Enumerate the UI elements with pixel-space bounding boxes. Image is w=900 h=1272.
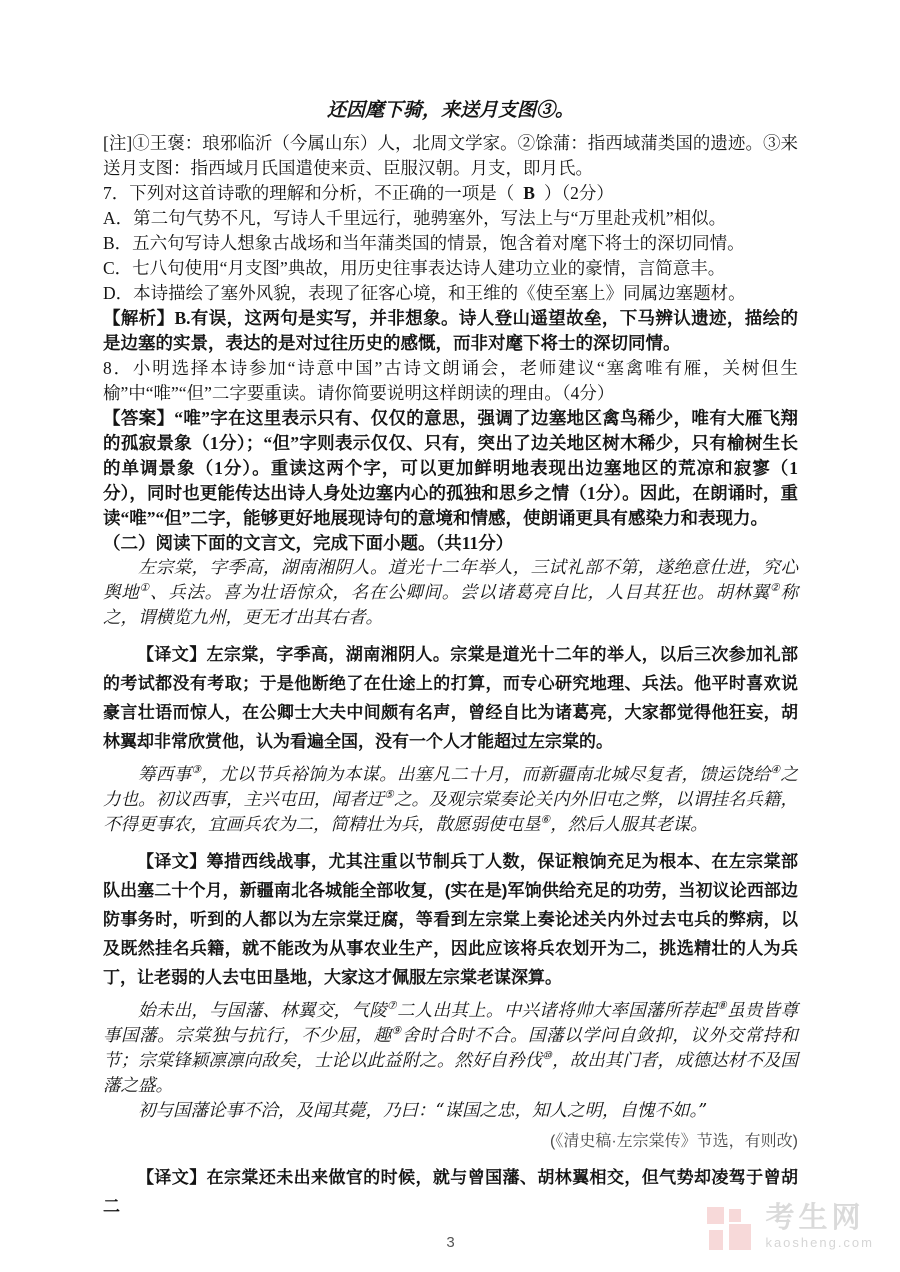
q7-option-a: A．第二句气势不凡，写诗人千里远行，驰骋塞外，写法上与“万里赴戎机”相似。 xyxy=(103,208,727,228)
translation-paragraph-1: 【译文】左宗棠，字季高，湖南湘阴人。宗棠是道光十二年的举人，以后三次参加礼部的考试都没有考取；于是他断绝了在仕途上的打算，而专心研究地理、兵法。他平时喜欢说豪言壮语而惊人，在公卿士大夫中间颇有名声，曾经自比为诸葛亮，大家都觉得他狂妄，胡林翼却非常欣赏他，认为看遍全国，没有一个人才能超过左宗棠的。 xyxy=(103,645,798,751)
q8-answer: 【答案】“唯”字在这里表示只有、仅仅的意思，强调了边塞地区禽鸟稀少，唯有大雁飞翔的孤寂景象（1分）；“但”字则表示仅仅、只有，突出了边关地区树木稀少，只有榆树生长的单调景象（1分）。重读这两个字，可以更加鲜明地表现出边塞地区的荒凉和寂寥（1分），同时也更能传达出诗人身处边塞内心的孤独和思乡之情（1分）。因此，在朗诵时，重读“唯”“但”二字，能够更好地展现诗句的意境和情感，使朗诵更具有感染力和表现力。 xyxy=(103,408,798,528)
kaosheng-watermark xyxy=(706,1202,874,1252)
classical-paragraph-4: 初与国藩论事不洽，及闻其薨，乃曰：“谋国之忠，知人之明，自愧不如。” xyxy=(138,1101,708,1121)
q7-option-b: B．五六句写诗人想象古战场和当年蒲类国的情景，饱含着对麾下将士的深切同情。 xyxy=(103,233,745,253)
q7-answer-letter: B xyxy=(523,183,535,203)
classical-paragraph-3: 始未出，与国藩、林翼交，气陵⑦二人出其上。中兴诸将帅大率国藩所荐起⑧虽贵皆尊事国藩。宗棠独与抗行，不少屈，趣⑨舍时合时不合。国藩以学问自敛抑，议外交常持和节；宗棠锋颖凛凛向敌矣，士论以此益附之。然好自矜伐⑩，故出其门者，成德达材不及国藩之盛。 xyxy=(103,999,799,1096)
q7-stem-prefix: 7．下列对这首诗歌的理解和分析，不正确的一项是（ xyxy=(103,183,515,203)
section-2-header: （二）阅读下面的文言文，完成下面小题。（共11分） xyxy=(103,533,514,553)
q7-analysis: 【解析】B.有误，这两句是实写，并非想象。诗人登山遥望故垒，下马辨认遗迹，描绘的是边塞的实景，表达的是对过往历史的感慨，而非对麾下将士的深切同情。 xyxy=(103,308,798,353)
watermark-site-name: 考生网 xyxy=(765,1202,865,1234)
q7-option-c: C．七八句使用“月支图”典故，用历史往事表达诗人建功立业的豪情，言简意丰。 xyxy=(103,258,726,278)
q7-stem-suffix: ）（2分） xyxy=(543,183,614,203)
kaosheng-logo-icon xyxy=(706,1202,758,1252)
page-number: 3 xyxy=(446,1234,455,1251)
classical-paragraph-2: 筹西事③，尤以节兵裕饷为本谋。出塞凡二十月，而新疆南北城尽复者，馈运饶给④之力也。初议西事，主兴屯田，闻者迂⑤之。及观宗棠奏论关内外旧屯之弊，以谓挂名兵籍，不得更事农，宜画兵农为二，简精壮为兵，散愿弱使屯垦⑥，然后人服其老谋。 xyxy=(103,763,798,835)
watermark-site-domain: kaosheng.com xyxy=(765,1235,874,1250)
poem-line: 还因麾下骑，来送月支图③。 xyxy=(326,99,574,121)
poem-note: [注]①王褒：琅邪临沂（今属山东）人，北周文学家。②馀蒲：指西域蒲类国的遗迹。③来送月支图：指西域月氏国遣使来贡、臣服汉朝。月支，即月氏。 xyxy=(103,133,798,178)
source-citation: (《清史稿·左宗棠传》节选，有则改) xyxy=(550,1133,798,1150)
translation-paragraph-2: 【译文】筹措西线战事，尤其注重以节制兵丁人数，保证粮饷充足为根本、在左宗棠部队出塞二十个月，新疆南北各城能全部收复，(实在是)军饷供给充足的功劳，当初议论西部边防事务时，听到的人都以为左宗棠迂腐，等看到左宗棠上奏论述关内外过去屯兵的弊病，以及既然挂名兵籍，就不能改为从事农业生产，因此应该将兵农划开为二，挑选精壮的人为兵丁，让老弱的人去屯田垦地，大家这才佩服左宗棠老谋深算。 xyxy=(103,852,798,987)
question-7-stem xyxy=(103,181,798,206)
classical-paragraph-1: 左宗棠，字季高，湖南湘阴人。道光十二年举人，三试礼部不第，遂绝意仕进，究心舆地①、兵法。喜为壮语惊众，名在公卿间。尝以诸葛亮自比，人目其狂也。胡林翼②称之，谓横览九州，更无才出其右者。 xyxy=(103,558,798,628)
watermark-text xyxy=(765,1202,874,1250)
q7-option-d: D．本诗描绘了塞外风貌，表现了征客心境，和王维的《使至塞上》同属边塞题材。 xyxy=(103,283,746,303)
question-8: 8．小明选择本诗参加“诗意中国”古诗文朗诵会，老师建议“塞禽唯有雁，关树但生榆”中“唯”“但”二字要重读。请你简要说明这样朗读的理由。（4分） xyxy=(103,358,798,403)
translation-paragraph-3: 【译文】在宗棠还未出来做官的时候，就与曾国藩、胡林翼相交，但气势却凌驾于曾胡二 xyxy=(103,1168,798,1216)
